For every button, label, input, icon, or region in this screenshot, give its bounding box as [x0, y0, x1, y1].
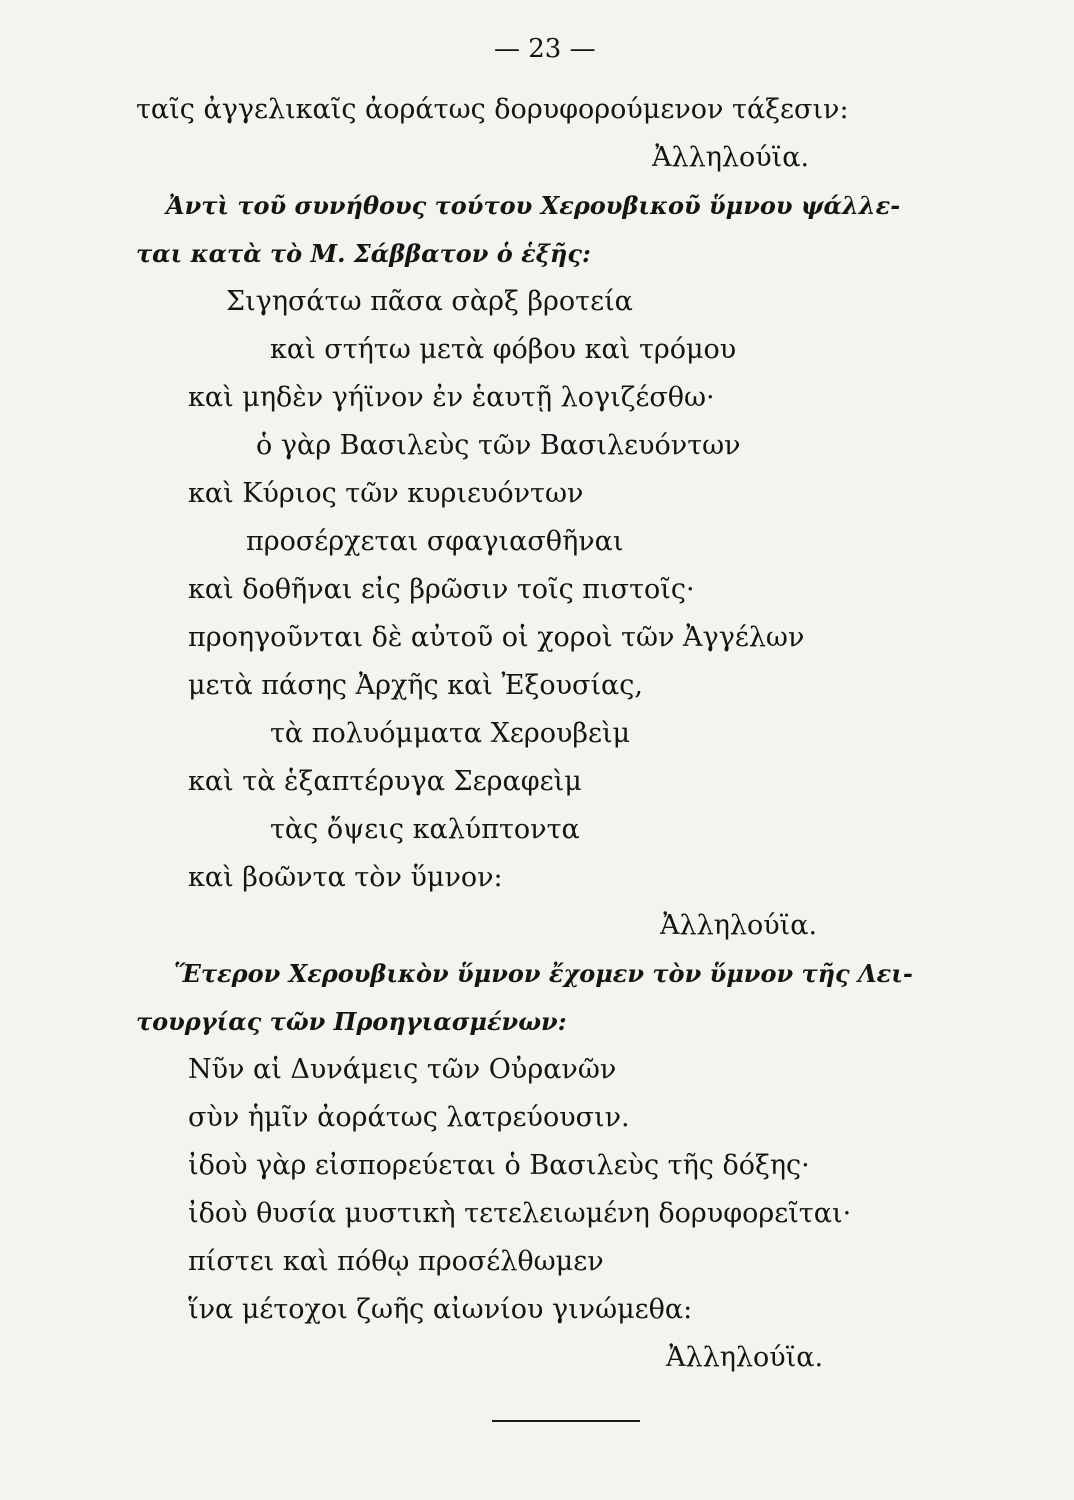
hymn-1-line: καὶ δοθῆναι εἰς βρῶσιν τοῖς πιστοῖς·	[188, 574, 695, 605]
opening-alleluia: Ἀλληλούϊα.	[652, 142, 810, 173]
hymn-1-line: καὶ Κύριος τῶν κυριευόντων	[188, 478, 584, 509]
hymn-1-line: καὶ μηδὲν γήϊνον ἐν ἑαυτῇ λογιζέσθω·	[188, 382, 715, 413]
rubric-1-line-1: Ἀντὶ τοῦ συνήθους τούτου Χερουβικοῦ ὕμνου ψάλλε-	[166, 191, 901, 220]
hymn-2-line: ἰδοὺ γὰρ εἰσπορεύεται ὁ Βασιλεὺς τῆς δόξης·	[188, 1150, 810, 1181]
hymn-1-line: τὰ πολυόμματα Χερουβεὶμ	[270, 718, 631, 749]
hymn-1-line: καὶ στήτω μετὰ φόβου καὶ τρόμου	[270, 334, 737, 365]
hymn-1-line: προηγοῦνται δὲ αὐτοῦ οἱ χοροὶ τῶν Ἀγγέλων	[188, 622, 805, 653]
hymn-1-line: καὶ τὰ ἑξαπτέρυγα Σεραφεὶμ	[188, 766, 582, 797]
hymn-2-line: Νῦν αἱ Δυνάμεις τῶν Οὐρανῶν	[188, 1054, 617, 1085]
hymn-1-line: προσέρχεται σφαγιασθῆναι	[246, 526, 624, 557]
hymn-1-line: μετὰ πάσης Ἀρχῆς καὶ Ἐξουσίας,	[188, 670, 643, 701]
hymn-1-alleluia: Ἀλληλούϊα.	[660, 910, 818, 941]
hymn-2-line: ἵνα μέτοχοι ζωῆς αἰωνίου γινώμεθα:	[188, 1294, 693, 1325]
hymn-1-line: ὁ γὰρ Βασιλεὺς τῶν Βασιλευόντων	[256, 430, 741, 461]
rubric-1-line-2: ται κατὰ τὸ Μ. Σάββατον ὁ ἑξῆς:	[136, 239, 591, 268]
hymn-2-line: ἰδοὺ θυσία μυστικὴ τετελειωμένη δορυφορεῖται·	[188, 1198, 852, 1229]
hymn-2-alleluia: Ἀλληλούϊα.	[666, 1342, 824, 1373]
hymn-2-line: πίστει καὶ πόθῳ προσέλθωμεν	[188, 1246, 604, 1277]
hymn-2-line: σὺν ἡμῖν ἀοράτως λατρεύουσιν.	[188, 1102, 630, 1133]
hymn-1-line: Σιγησάτω πᾶσα σὰρξ βροτεία	[226, 286, 633, 317]
opening-line: ταῖς ἀγγελικαῖς ἀοράτως δορυφορούμενον τάξεσιν:	[136, 94, 849, 125]
hymn-1-line: καὶ βοῶντα τὸν ὕμνον:	[188, 862, 503, 893]
hymn-1-line: τὰς ὄψεις καλύπτοντα	[270, 814, 580, 845]
closing-rule	[492, 1420, 640, 1422]
rubric-2-line-1: Ἕτερον Χερουβικὸν ὕμνον ἔχομεν τὸν ὕμνον τῆς Λει-	[174, 959, 913, 988]
page-number: — 23 —	[494, 34, 596, 64]
rubric-2-line-2: τουργίας τῶν Προηγιασμένων:	[136, 1007, 567, 1036]
